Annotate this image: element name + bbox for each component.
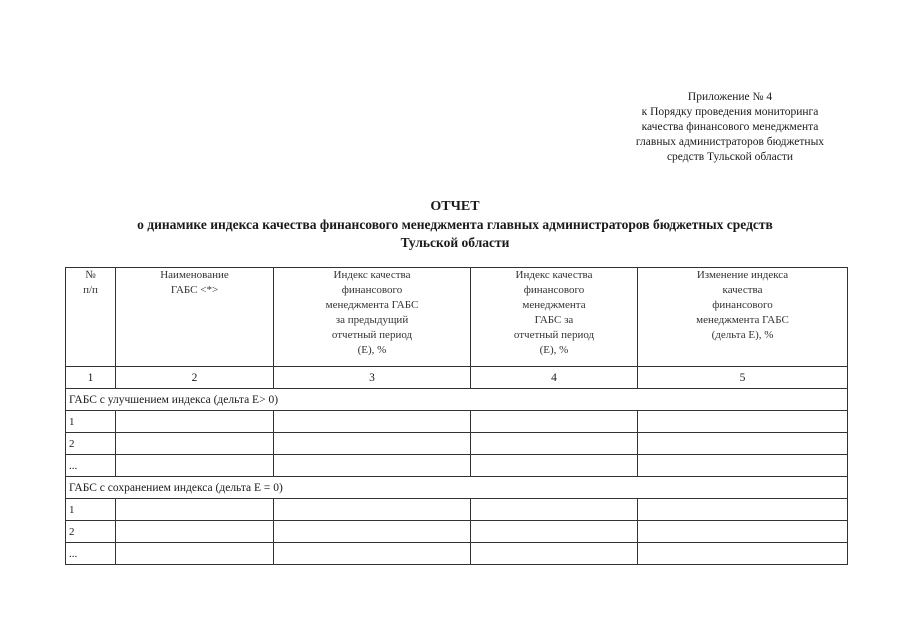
table-row [66,433,848,455]
appendix-line: главных администраторов бюджетных [635,136,825,148]
table-row [66,521,848,543]
table-row [66,455,848,477]
header-cell-index-change [638,268,848,367]
report-title-block [60,198,850,252]
cell-empty [638,433,848,455]
section-row-improved [66,389,848,411]
table-row [66,499,848,521]
cell-empty [638,543,848,565]
cell-empty [638,499,848,521]
cell-empty [274,543,471,565]
column-number: 4 [471,367,638,389]
section-title: ГАБС с сохранением индекса (дельта Е = 0) [66,477,848,499]
row-number: ... [66,455,116,477]
cell-empty [116,521,274,543]
report-subtitle-line2: Тульской области [400,235,510,250]
appendix-note [600,90,860,165]
table-row [66,543,848,565]
header-label: Индекс качества финансового менеджмента ГАБС за отчетный период (Е), % [513,269,595,356]
cell-empty [274,411,471,433]
section-row-unchanged [66,477,848,499]
appendix-line: Приложение № 4 [687,91,773,103]
report-table [65,267,848,565]
cell-empty [116,411,274,433]
column-number: 1 [66,367,116,389]
header-cell-number [66,268,116,367]
row-number: ... [66,543,116,565]
cell-empty [274,433,471,455]
cell-empty [116,499,274,521]
column-number: 5 [638,367,848,389]
cell-empty [638,411,848,433]
column-number: 3 [274,367,471,389]
cell-empty [471,455,638,477]
cell-empty [116,455,274,477]
cell-empty [638,455,848,477]
appendix-line: средств Тульской области [666,151,794,163]
header-cell-current-index [471,268,638,367]
report-title: ОТЧЕТ [430,199,480,214]
cell-empty [471,543,638,565]
header-label: Индекс качества финансового менеджмента ГАБС за предыдущий отчетный период (Е), % [325,269,419,356]
header-cell-prev-index [274,268,471,367]
cell-empty [471,411,638,433]
appendix-line: к Порядку проведения мониторинга [641,106,819,118]
row-number: 1 [66,411,116,433]
report-subtitle-line1: о динамике индекса качества финансового менеджмента главных администраторов бюджетных средств [137,217,773,232]
column-number-row [66,367,848,389]
cell-empty [471,499,638,521]
cell-empty [116,543,274,565]
cell-empty [274,499,471,521]
table-row [66,411,848,433]
cell-empty [274,521,471,543]
header-cell-name [116,268,274,367]
cell-empty [274,455,471,477]
cell-empty [638,521,848,543]
header-label: № п/п [83,269,98,296]
cell-empty [471,521,638,543]
row-number: 1 [66,499,116,521]
cell-empty [116,433,274,455]
row-number: 2 [66,433,116,455]
table-header-row [66,268,848,367]
column-number: 2 [116,367,274,389]
section-title: ГАБС с улучшением индекса (дельта Е> 0) [66,389,848,411]
cell-empty [471,433,638,455]
appendix-line: качества финансового менеджмента [641,121,819,133]
row-number: 2 [66,521,116,543]
header-label: Изменение индекса качества финансового менеджмента ГАБС (дельта Е), % [696,269,789,341]
header-label: Наименование ГАБС <*> [160,269,229,296]
